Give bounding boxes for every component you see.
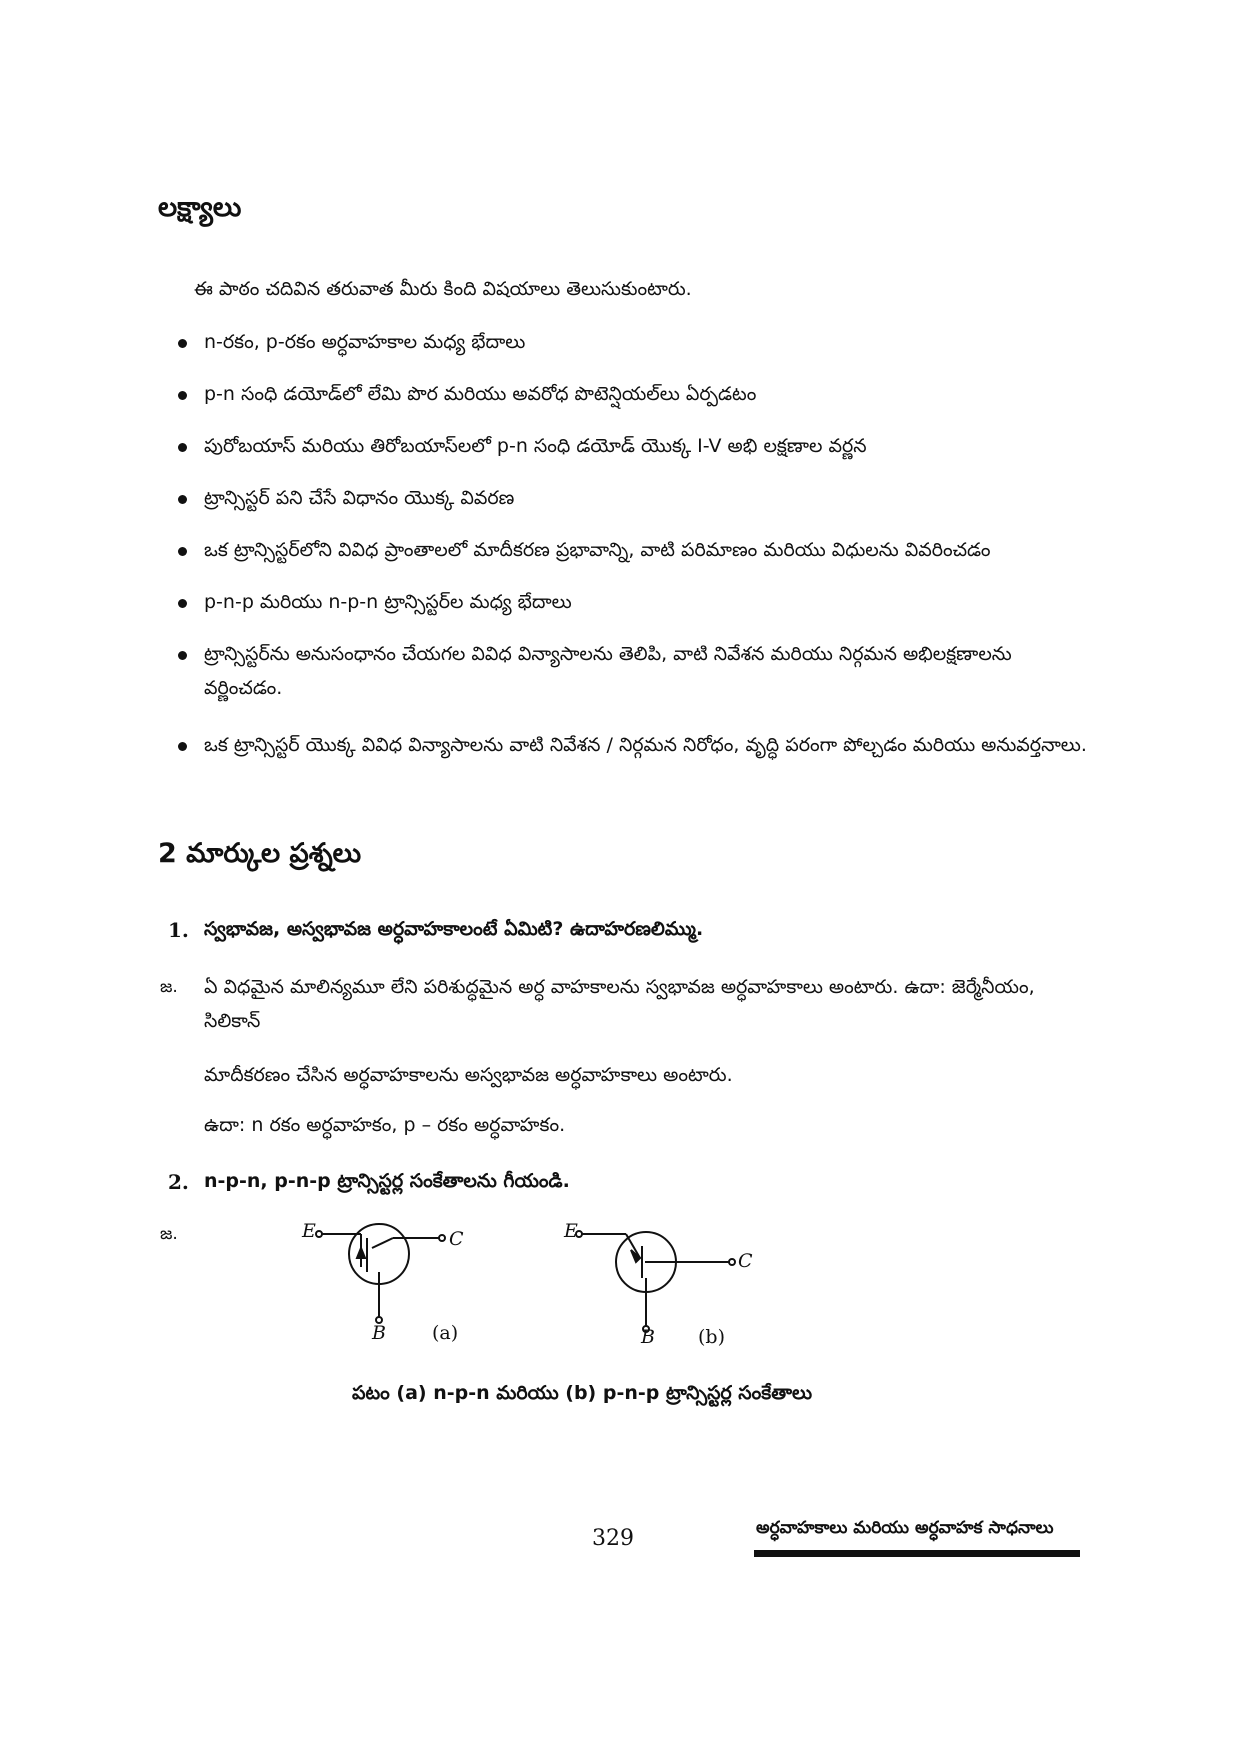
list-item: n-రకం, p-రకం అర్ధవాహకాల మధ్య భేదాలు [178,325,1093,359]
npn-base-label: B [372,1322,386,1344]
question-text: n-p-n, p-n-p ట్రాన్సిస్టర్ల సంకేతాలను గీయండి. [204,1170,570,1192]
question-number: 2. [168,1170,189,1194]
objectives-heading: లక్ష్యాలు [158,192,242,223]
npn-symbol [316,1224,445,1323]
npn-emitter-label: E [302,1220,316,1242]
two-marks-heading: 2 మార్కుల ప్రశ్నలు [158,838,362,869]
question-text: స్వభావజ, అస్వభావజ అర్ధవాహకాలంటే ఏమిటి? ఉదాహరణలిమ్ము. [204,918,704,940]
list-item: p-n-p మరియు n-p-n ట్రాన్సిస్టర్‌ల మధ్య భేదాలు [178,585,1093,619]
pnp-base-label: B [641,1326,655,1348]
list-item: ట్రాన్సిస్టర్ పని చేసే విధానం యొక్క వివరణ [178,481,1093,515]
npn-sub-label: (a) [432,1322,459,1344]
npn-collector-terminal [439,1235,445,1241]
answer-line: ఏ విధమైన మాలిన్యమూ లేని పరిశుద్ధమైన అర్ధ వాహకాలను స్వభావజ అర్ధవాహకాలు అంటారు. ఉదా: జెర్మేనీయం, సిలికాన్ [204,976,1035,1032]
pnp-symbol [576,1231,735,1332]
figure-caption: పటం (a) n-p-n మరియు (b) p-n-p ట్రాన్సిస్టర్ల సంకేతాలు [352,1382,813,1404]
answer-line: మాదీకరణం చేసిన అర్ధవాహకాలను అస్వభావజ అర్ధవాహకాలు అంటారు. [204,1064,733,1086]
npn-arrow-icon [357,1248,365,1258]
list-item: p-n సంధి డయోడ్‌లో లేమి పొర మరియు అవరోధ పొటెన్షియల్‌లు ఏర్పడటం [178,377,1093,411]
page-number: 329 [592,1526,634,1551]
list-item: పురోబయాస్ మరియు తిరోబయాస్‌లలో p-n సంధి డయోడ్ యొక్క I-V అభి లక్షణాల వర్ణన [178,429,1093,463]
pnp-emitter-label: E [564,1220,578,1242]
pnp-sub-label: (b) [698,1326,725,1348]
answer-label: జ. [160,977,178,997]
npn-collector-line [372,1238,393,1248]
objectives-intro: ఈ పాఠం చదివిన తరువాత మీరు కింది విషయాలు తెలుసుకుంటారు. [194,278,692,300]
question-number: 1. [168,918,189,942]
answer-line: ఉదా: n రకం అర్ధవాహకం, p – రకం అర్ధవాహకం. [204,1114,566,1136]
chapter-title: అర్ధవాహకాలు మరియు అర్ధవాహక సాధనాలు [756,1518,1054,1538]
pnp-collector-terminal [729,1259,735,1265]
footer-rule [754,1550,1080,1557]
npn-collector-label: C [449,1228,464,1250]
pnp-collector-label: C [738,1250,753,1272]
answer-label: జ. [160,1224,178,1244]
npn-emitter-terminal [316,1231,322,1237]
list-item: ట్రాన్సిస్టర్‌ను అనుసంధానం చేయగల వివిధ విన్యాసాలను తెలిపి, వాటి నివేశన మరియు నిర్గమన అభిలక్షణాలను వర్ణించడం. [178,637,1093,705]
list-item: ఒక ట్రాన్సిస్టర్ యొక్క వివిధ విన్యాసాలను వాటి నివేశన / నిర్గమన నిరోధం, వృద్ధి పరంగా పోల్చడం మరియు అనువర్తనాలు. [178,728,1093,762]
list-item: ఒక ట్రాన్సిస్టర్‌లోని వివిధ ప్రాంతాలలో మాదీకరణ ప్రభావాన్ని, వాటి పరిమాణం మరియు విధులను వివరించడం [178,533,1093,567]
